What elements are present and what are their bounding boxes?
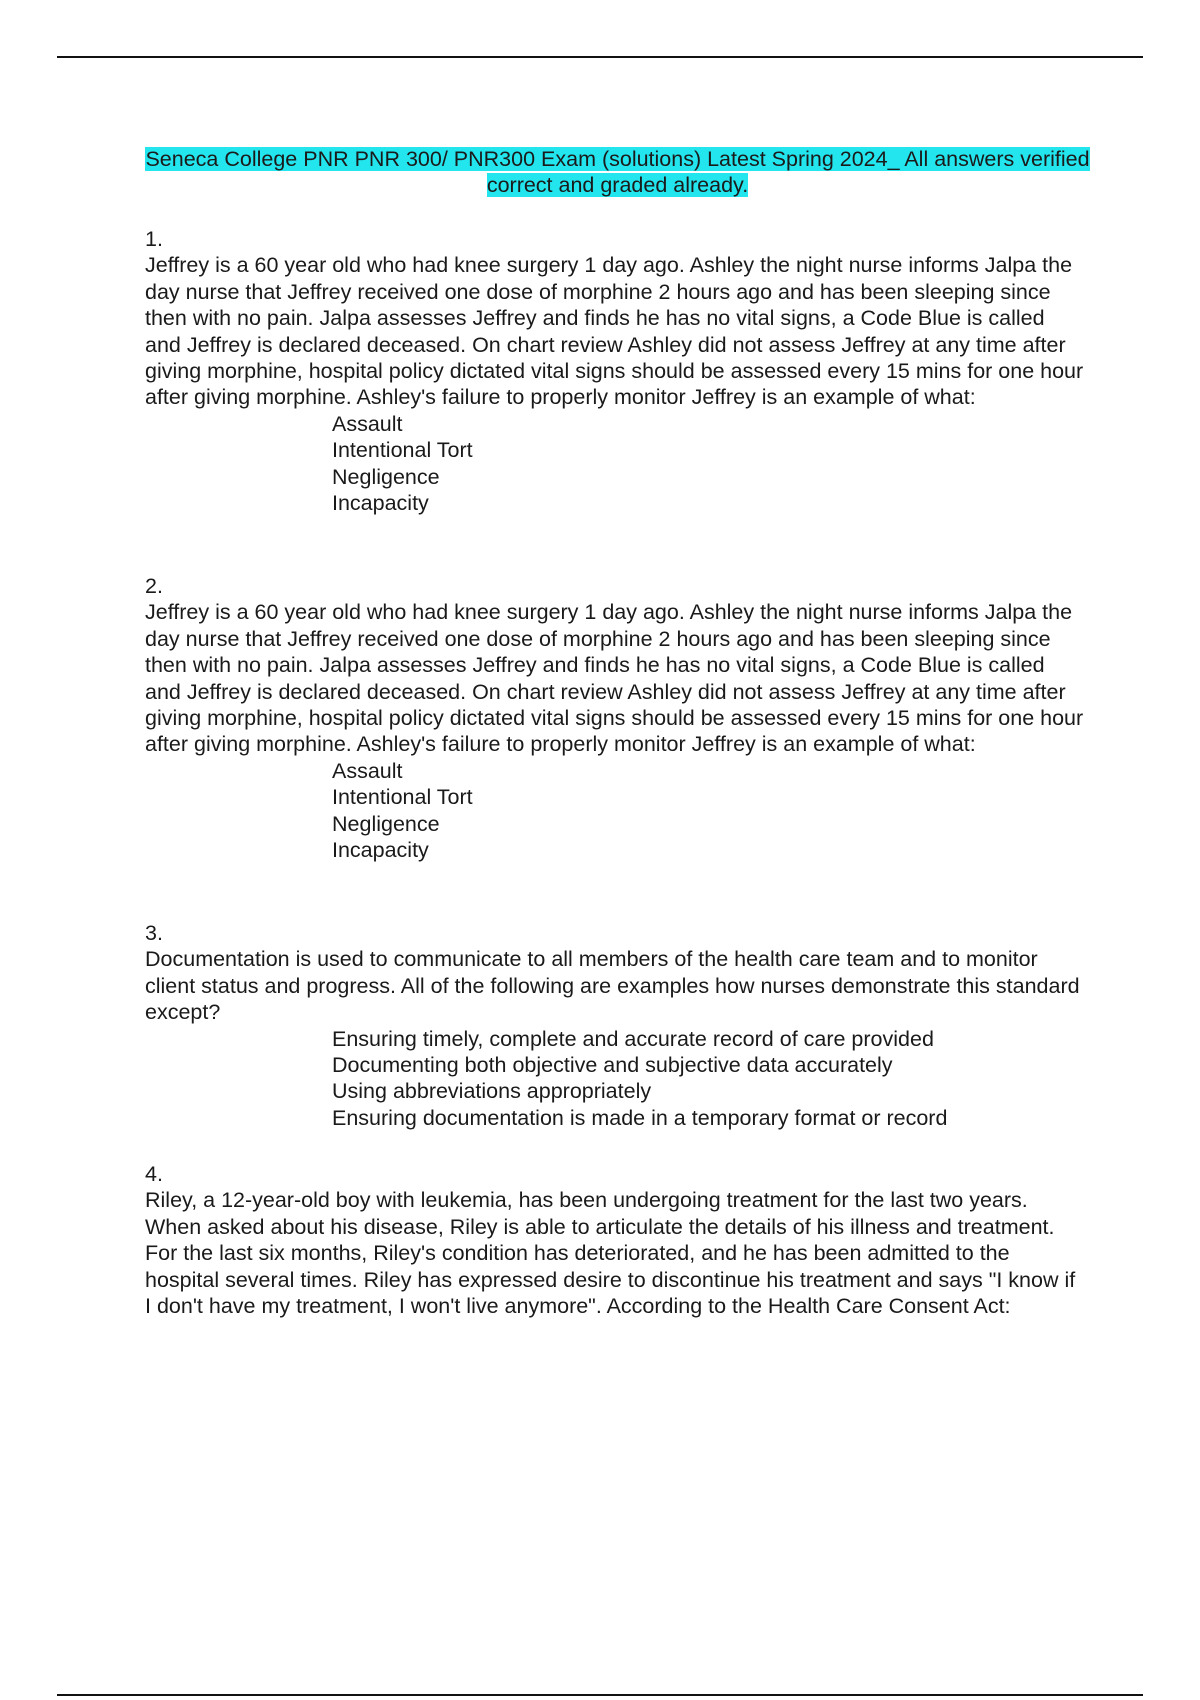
question-text: Jeffrey is a 60 year old who had knee surgery 1 day ago. Ashley the night nurse informs Jalpa the day nurse that Jeffrey received one dose of morphine 2 hours ago and has been sleeping since then with no pain. Jalpa assesses Jeffrey and finds he has no vital signs, a Code Blue is called and Jeffrey is declared deceased. On chart review Ashley did not assess Jeffrey at any time after giving morphine, hospital policy dictated vital signs should be assessed every 15 mins for one hour after giving morphine. Ashley's failure to properly monitor Jeffrey is an example of what: [145,600,1084,757]
question-2 [145,573,1085,863]
question-number: 4. [145,1162,163,1186]
bottom-rule [57,1694,1143,1696]
answer-option: Documenting both objective and subjective data accurately [332,1053,893,1078]
answer-option: Assault [332,758,403,783]
question-text: Jeffrey is a 60 year old who had knee surgery 1 day ago. Ashley the night nurse informs Jalpa the day nurse that Jeffrey received one dose of morphine 2 hours ago and has been sleeping since then with no pain. Jalpa assesses Jeffrey and finds he has no vital signs, a Code Blue is called and Jeffrey is declared deceased. On chart review Ashley did not assess Jeffrey at any time after giving morphine, hospital policy dictated vital signs should be assessed every 15 mins for one hour after giving morphine. Ashley's failure to properly monitor Jeffrey is an example of what: [145,253,1084,410]
answer-option: Ensuring documentation is made in a temporary format or record [332,1105,948,1130]
answer-option: Assault [332,411,403,436]
answer-options [145,1026,1085,1132]
question-text: Riley, a 12-year-old boy with leukemia, has been undergoing treatment for the last two years. When asked about his disease, Riley is able to articulate the details of his illness and treatment. For the last six months, Riley's condition has deteriorated, and he has been admitted to the hospital several times. Riley has expressed desire to discontinue his treatment and says "I know if I don't have my treatment, I won't live anymore". According to the Health Care Consent Act: [145,1188,1076,1319]
answer-option: Incapacity [332,491,429,516]
answer-option: Using abbreviations appropriately [332,1079,652,1104]
answer-option: Ensuring timely, complete and accurate record of care provided [332,1026,934,1051]
document-title [140,146,1095,198]
top-rule [57,56,1143,58]
question-1 [145,226,1085,516]
highlighted-title-text: Seneca College PNR PNR 300/ PNR300 Exam (solutions) Latest Spring 2024_ All answers verified correct and graded already. [145,147,1090,197]
answer-options [145,411,1085,517]
question-text: Documentation is used to communicate to all members of the health care team and to monitor client status and progress. All of the following are examples how nurses demonstrate this standard except? [145,947,1080,1025]
answer-option: Incapacity [332,838,429,863]
answer-option: Intentional Tort [332,785,473,810]
answer-options [145,758,1085,864]
question-3 [145,920,1085,1131]
question-4 [145,1161,1085,1319]
answer-option: Negligence [332,811,440,836]
answer-option: Negligence [332,464,440,489]
question-number: 3. [145,921,163,945]
question-number: 1. [145,227,163,251]
answer-option: Intentional Tort [332,438,473,463]
question-number: 2. [145,574,163,598]
